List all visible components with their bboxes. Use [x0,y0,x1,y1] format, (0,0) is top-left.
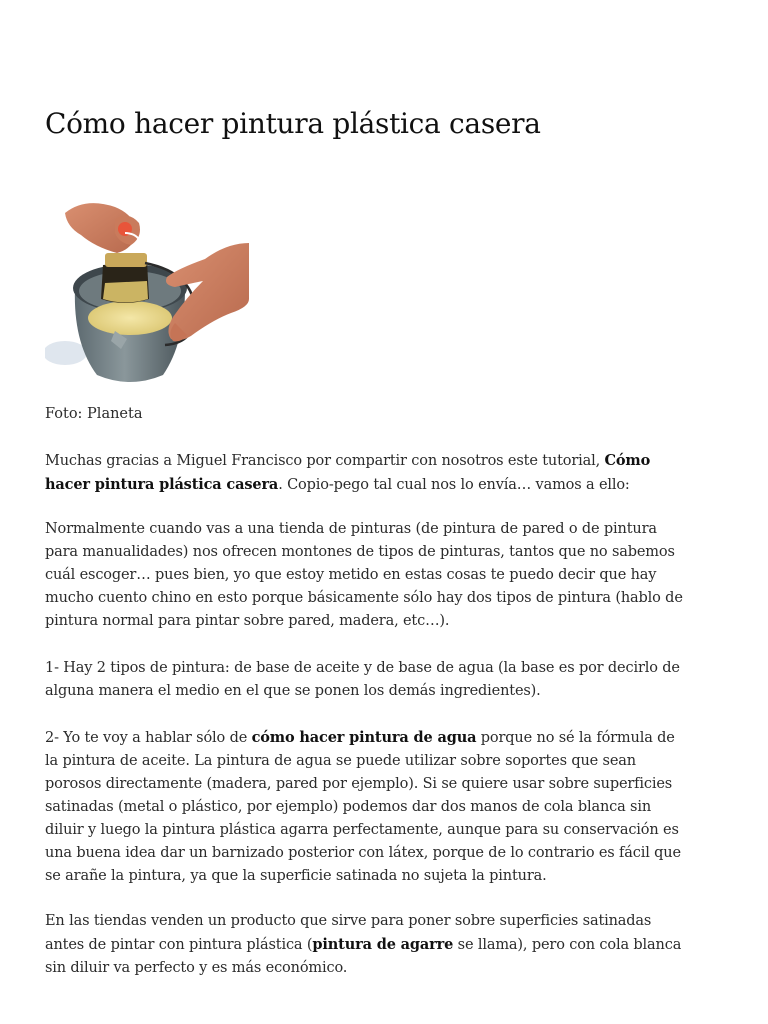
photo-caption: Foto: Planeta [45,406,143,422]
paragraph-closing [45,910,685,980]
paragraph-intro [45,449,685,497]
paragraph-point-1: 1- Hay 2 tipos de pintura: de base de aceite y de base de agua (la base es por decirlo de alguna manera el medio en el que se ponen los demás ingredientes). [45,660,680,699]
article-photo [45,203,249,385]
paragraph-text: Muchas gracias a Miguel Francisco por compartir con nosotros este tutorial, [45,453,605,469]
paragraph-point-2 [45,726,685,888]
paragraph-text: . Copio-pego tal cual nos lo envía… vamos a ello: [278,477,630,493]
paragraph-text: porque no sé la fórmula de la pintura de aceite. La pintura de agua se puede utilizar sobre soportes que sean porosos directamente (madera, pared por ejemplo). Si se quiere usar sobre superficies satinadas (metal o plástico, por ejemplo) podemos dar dos manos de cola blanca sin diluir y luego la pintura plástica agarra perfectamente, aunque para su conservación es una buena idea dar un barnizado posterior con látex, porque de lo contrario es fácil que se arañe la pintura, ya que la superficie satinada no sujeta la pintura. [45,730,681,884]
paragraph-text: 2- Yo te voy a hablar sólo de [45,730,252,746]
bold-phrase: pintura de agarre [312,936,454,953]
bold-phrase: cómo hacer pintura de agua [251,729,477,746]
bold-phrase: Cómo hacer pintura plástica casera [45,452,651,493]
paragraph-body: Normalmente cuando vas a una tienda de pinturas (de pintura de pared o de pintura para manualidades) nos ofrecen montones de tipos de pinturas, tantos que no sabemos cuál escoger… pues bien, yo que estoy metido en estas cosas te puedo decir que hay mucho cuento chino en esto porque básicamente sólo hay dos tipos de pintura (hablo de pintura normal para pintar sobre pared, madera, etc…). [45,521,683,629]
paragraph-text: se llama), pero con cola blanca sin diluir va perfecto y es más económico. [45,937,682,976]
article-title: Cómo hacer pintura plástica casera [45,107,541,140]
paragraph-text: En las tiendas venden un producto que sirve para poner sobre superficies satinadas antes de pintar con pintura plástica ( [45,913,652,953]
